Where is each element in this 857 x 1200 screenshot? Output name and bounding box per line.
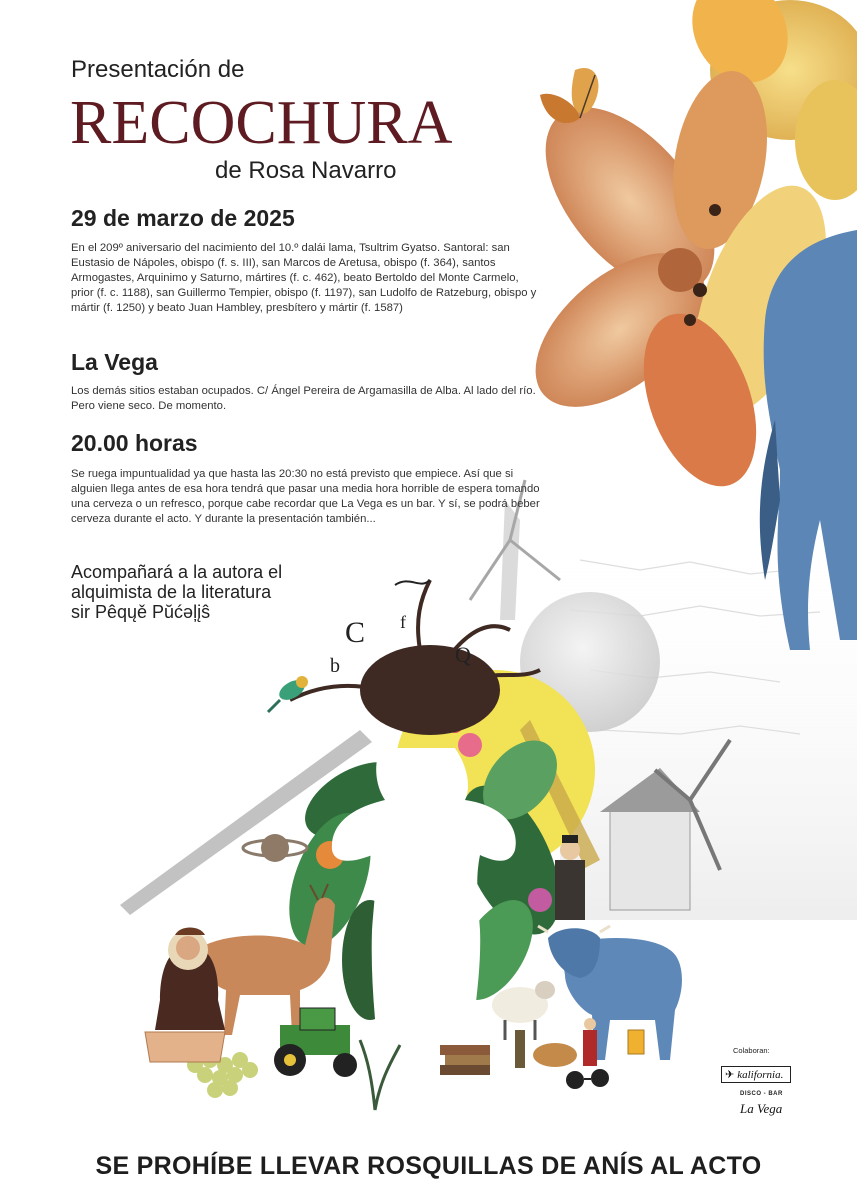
small-red-figure <box>583 1018 597 1066</box>
kalifornia-name: kalifornia. <box>737 1068 784 1081</box>
svg-text:C: C <box>345 616 366 649</box>
kalifornia-logo <box>721 1066 791 1083</box>
date-heading: 29 de marzo de 2025 <box>71 205 295 231</box>
collaborators-label: Colaboran: <box>733 1046 770 1055</box>
svg-text:f: f <box>400 612 406 632</box>
lavega-logo-name: La Vega <box>740 1101 783 1116</box>
blue-cow <box>538 926 682 1060</box>
footer-warning: SE PROHÍBE LLEVAR ROSQUILLAS DE ANÍS AL ACTO <box>95 1152 762 1180</box>
time-description: Se ruega impuntualidad ya que hasta las 20:30 no está previsto que empiece. Así que si alguien llega antes de esa hora tendrá que pasar una media hora horrible de espera tomando una cerveza o un refresco, porque cabe recordar que La Vega es un bar. Y sí, se podrá beber cerveza durante el acto. Y durante la presentación también... <box>71 468 540 525</box>
lavega-subtitle: DISCO - BAR <box>740 1091 783 1097</box>
saturn-planet <box>243 834 307 862</box>
beer-glass <box>628 1030 644 1054</box>
tractor <box>274 1008 357 1077</box>
presentation-label: Presentación de <box>71 56 245 83</box>
svg-text:b: b <box>330 655 340 677</box>
bottle <box>515 1030 525 1068</box>
sunglasses <box>566 1069 609 1089</box>
time-heading: 20.00 horas <box>71 430 198 456</box>
companion-text: Acompañará a la autora el alquimista de la literatura sir Pêqųě Pŭćəļįŝ <box>71 562 283 622</box>
book-stack <box>440 1045 490 1075</box>
place-description: Los demás sitios estaban ocupados. C/ Ángel Pereira de Argamasilla de Alba. Al lado del río. Pero viene seco. De momento. <box>71 385 536 412</box>
author-line: de Rosa Navarro <box>215 157 397 184</box>
basket <box>145 1032 225 1062</box>
date-description: En el 209º aniversario del nacimiento del 10.º dalái lama, Tsultrim Gyatso. Santoral: san Eustasio de Nápoles, obispo (f. s. III), san Marcos de Aretusa, obispo (f. 364), santos Armogastes, Arquinimo y Saturno, mártires (f. c. 462), beato Bertoldo del Monte Carmelo, prior (f. c. 1188), san Guillermo Tempier, obispo (f. 1197), san Ludolfo de Ratzeburg, obispo y mártir (f. 1250) y beato Juan Hambley, presbítero y mártir (f. 1587) <box>71 242 537 314</box>
bread-loaf <box>533 1043 577 1067</box>
svg-text:Q: Q <box>455 642 471 667</box>
book-title: RECOCHURA <box>70 89 453 157</box>
place-heading: La Vega <box>71 349 158 375</box>
kalifornia-mark-icon: ✈ <box>725 1069 735 1081</box>
